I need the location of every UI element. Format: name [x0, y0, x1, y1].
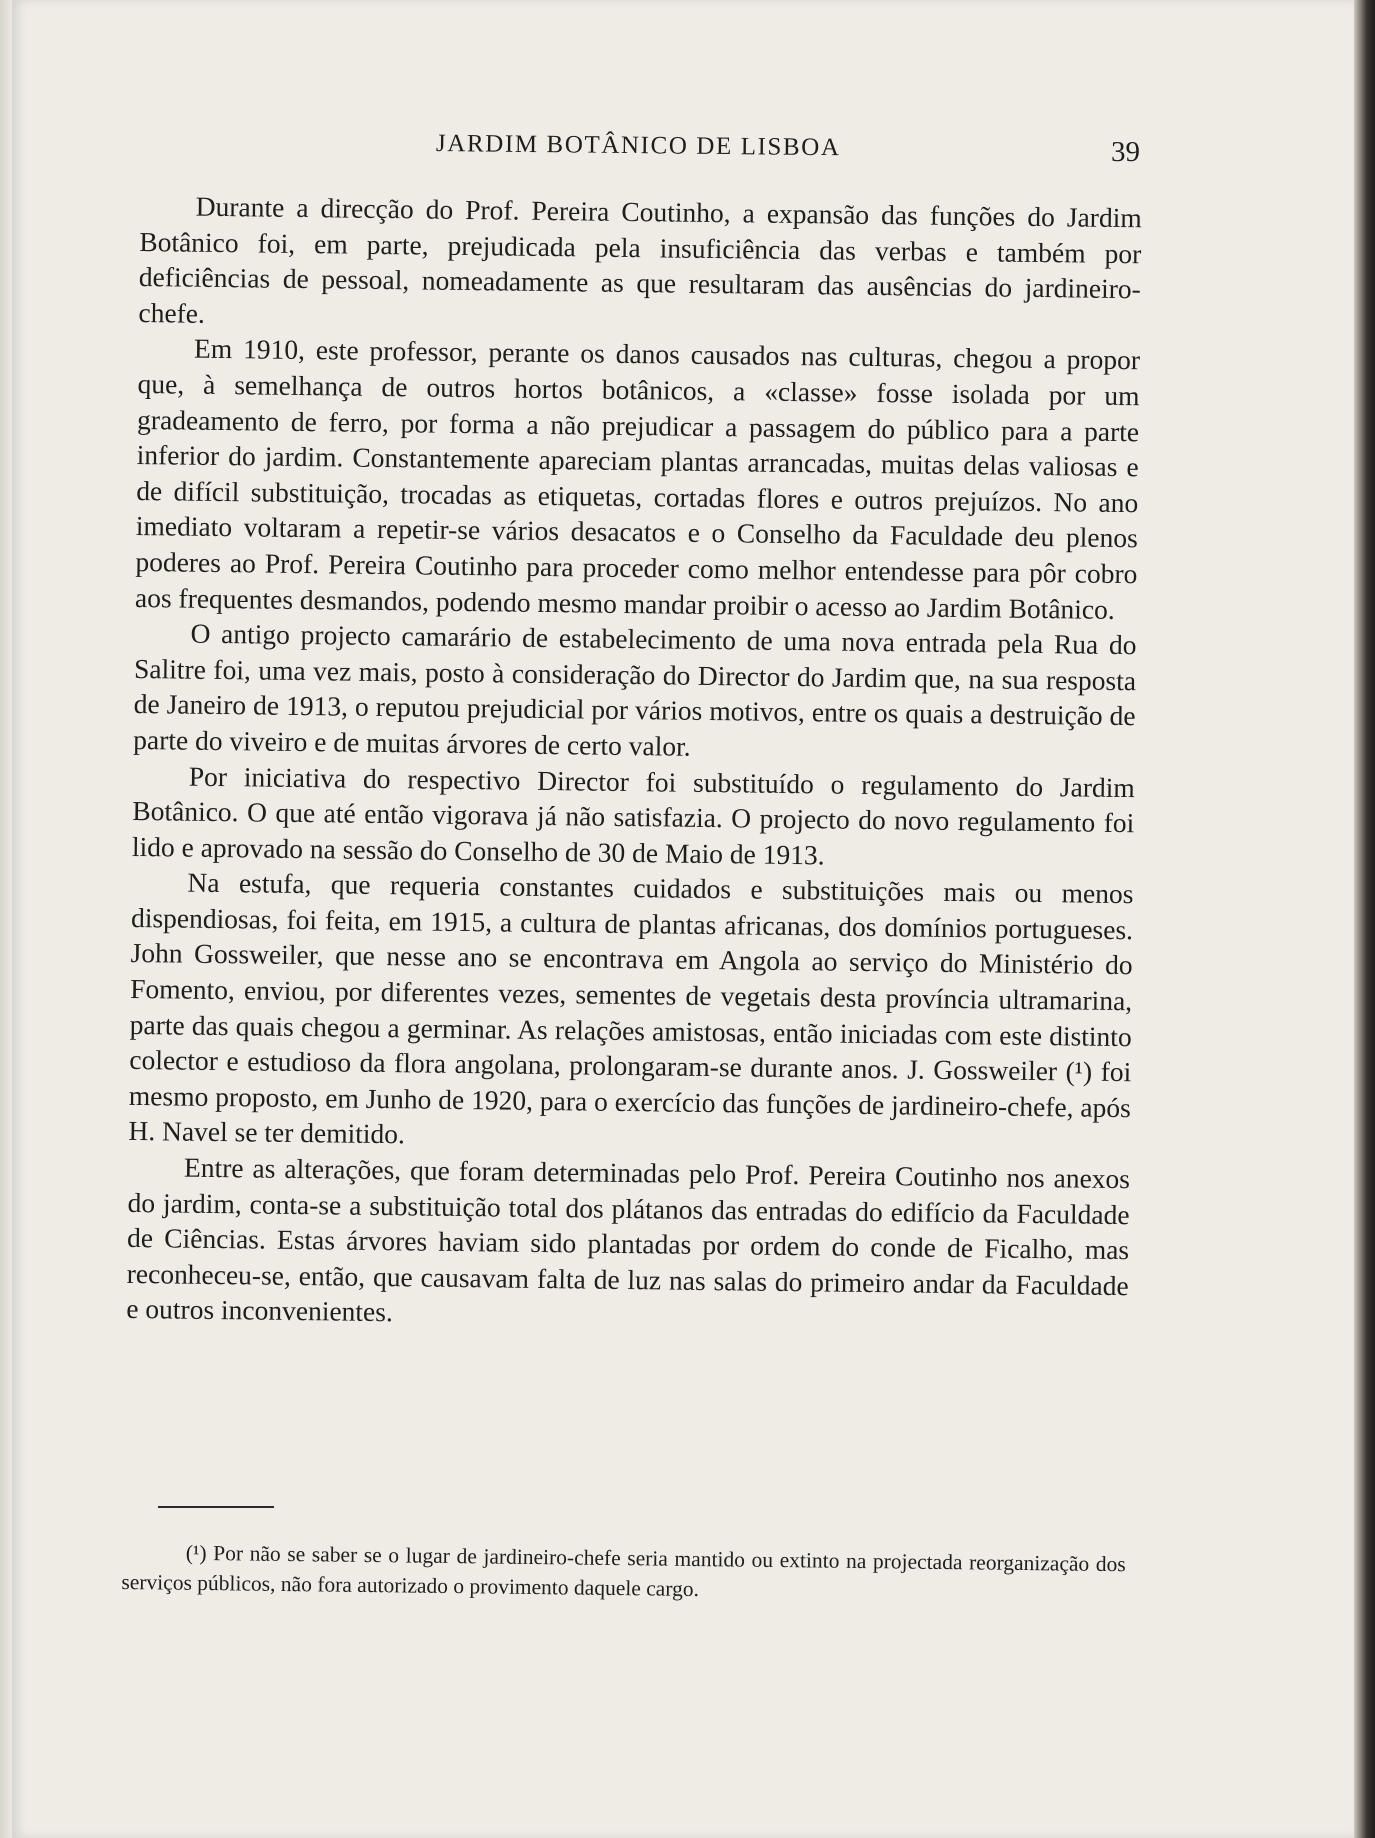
paragraph: Na estufa, que requeria constantes cuidados e substituições mais ou menos dispendiosas, foi feita, em 1915, a cultura de plantas africanas, dos domínios portugueses. John Gossweiler, que nesse ano se encontrava em Angola ao serviço do Ministério do Fomento, enviou, por diferentes vezes, sementes de vegetais desta província ultramarina, parte das quais chegou a germinar. As relações amistosas, então iniciadas com este distinto colector e estudioso da flora angolana, prolongaram-se durante anos. J. Gossweiler (¹) foi mesmo proposto, em Junho de 1920, para o exercício das funções de jardineiro-chefe, após H. Navel se ter demitido. [128, 866, 1134, 1150]
book-page [12, 0, 1354, 1838]
running-title: JARDIM BOTÂNICO DE LISBOA [435, 130, 841, 162]
paragraph: Por iniciativa do respectivo Director foi substituído o regulamento do Jardim Botânico. O que até então vigorava já não satisfazia. O projecto do novo regulamento foi lido e aprovado na sessão do Conselho de 30 de Maio de 1913. [131, 760, 1135, 871]
footnote-divider [158, 1506, 274, 1508]
paragraph: Em 1910, este professor, perante os danos causados nas culturas, chegou a propor que, à semelhança de outros hortos botânicos, a «classe» fosse isolada por um gradeamento de ferro, por forma a não prejudicar a passagem do público para a parte inferior do jardim. Constantemente apareciam plantas arrancadas, muitas delas valiosas e de difícil substituição, trocadas as etiquetas, cortadas flores e outros prejuízos. No ano imediato voltaram a repetir-se vários desacatos e o Conselho da Faculdade deu plenos poderes ao Prof. Pereira Coutinho para proceder como melhor entendesse para pôr cobro aos frequentes desmandos, podendo mesmo mandar proibir o acesso ao Jardim Botânico. [134, 333, 1141, 625]
main-text [126, 188, 1142, 1339]
paragraph: Durante a direcção do Prof. Pereira Coutinho, a expansão das funções do Jardim Botânico foi, em parte, prejudicada pela insuficiência das verbas e também por deficiências de pessoal, nomeadamente as que resultaram das ausências do jardineiro-chefe. [138, 190, 1142, 329]
footnote [121, 1537, 1126, 1609]
page-left-edge [0, 0, 12, 1838]
footnote-text: (¹) Por não se saber se o lugar de jardineiro-chefe seria mantido ou extinto na projectada reorganização dos serviços públicos, não fora autorizado o provimento daquele cargo. [121, 1540, 1126, 1602]
paragraph: Entre as alterações, que foram determinadas pelo Prof. Pereira Coutinho nos anexos do jardim, conta-se a substituição total dos plátanos das entradas do edifício da Faculdade de Ciências. Estas árvores haviam sido plantadas por ordem do conde de Ficalho, mas reconheceu-se, então, que causavam falta de luz nas salas do primeiro andar da Faculdade e outros inconvenientes. [126, 1151, 1131, 1328]
page-right-edge [1354, 0, 1375, 1838]
paragraph: O antigo projecto camarário de estabelecimento de uma nova entrada pela Rua do Salitre foi, uma vez mais, posto à consideração do Director do Jardim que, na sua resposta de Janeiro de 1913, o reputou prejudicial por vários motivos, entre os quais a destruição de parte do viveiro e de muitas árvores de certo valor. [133, 617, 1137, 762]
page-number: 39 [1111, 136, 1140, 168]
